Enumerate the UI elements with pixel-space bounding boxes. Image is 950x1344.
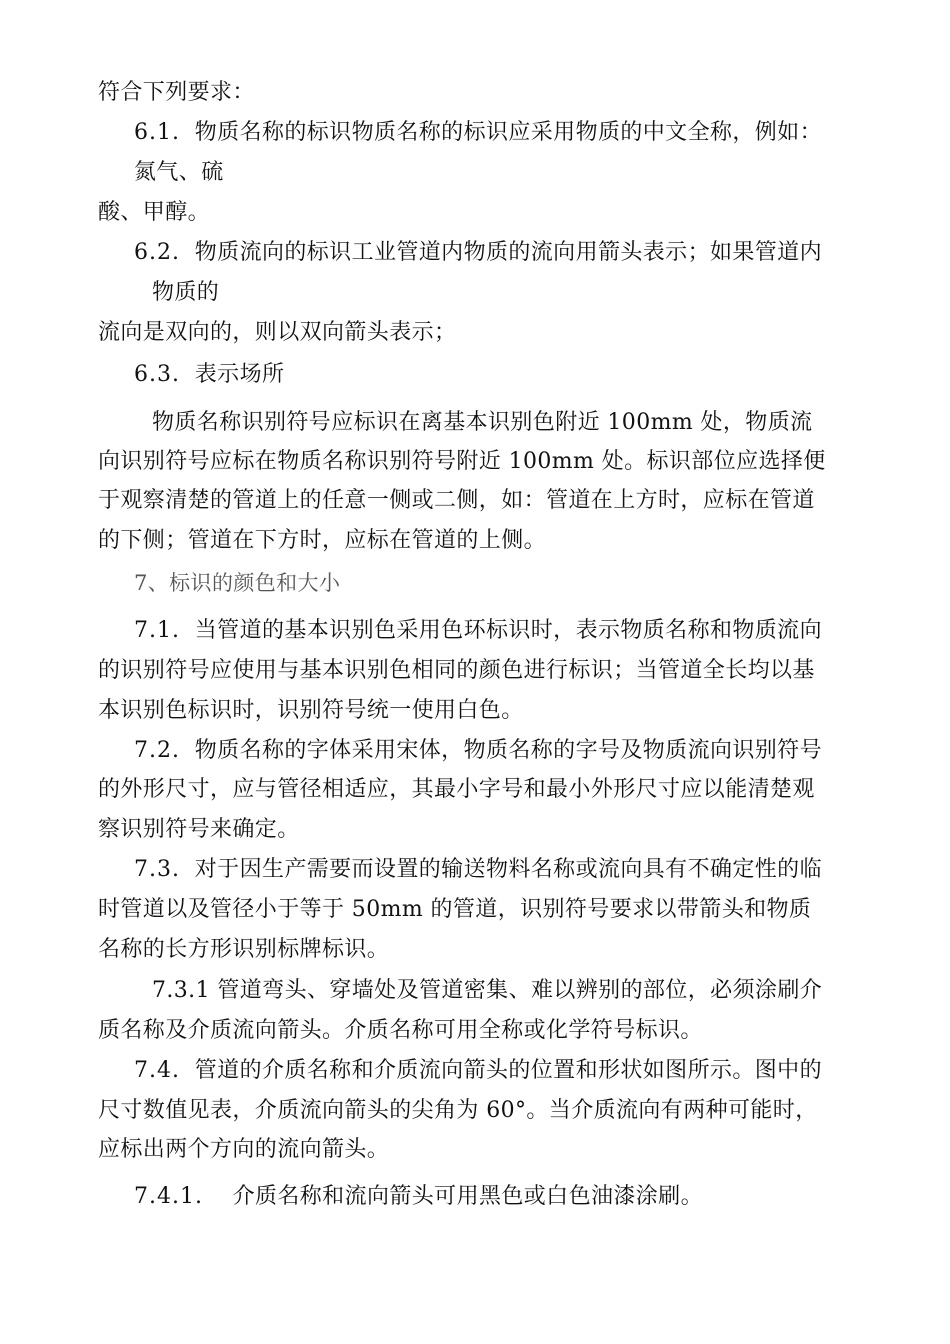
section-number: 6.2. (134, 240, 180, 265)
paragraph-line: 物质名称识别符号应标识在离基本识别色附近 100mm 处，物质流 (152, 410, 813, 435)
section-number: 7.1. (134, 618, 180, 643)
section-number: 7.4.1. (134, 1184, 203, 1209)
section-number: 7.2. (134, 738, 180, 763)
section-number: 6.3. (134, 362, 180, 387)
section-text: 物质名称的标识物质名称的标识应采用物质的中文全称，例如： (194, 120, 822, 145)
paragraph-line: 酸、甲醇。 (98, 200, 211, 225)
section-text: 表示场所 (194, 362, 285, 387)
paragraph-line: 名称的长方形识别标牌标识。 (98, 937, 390, 962)
paragraph-line: 时管道以及管径小于等于 50mm 的管道，识别符号要求以带箭头和物质 (98, 897, 812, 922)
section-6-1 (134, 118, 822, 148)
section-7-3-1: 7.3.1 管道弯头、穿墙处及管道密集、难以辨别的部位，必须涂刷介 (152, 978, 823, 1003)
section-7-3 (134, 855, 822, 885)
section-text: 介质名称和流向箭头可用黑色或白色油漆涂刷。 (232, 1184, 703, 1209)
section-7-1 (134, 616, 822, 646)
paragraph-line: 的下侧；管道在下方时，应标在管道的上侧。 (98, 528, 547, 553)
paragraph-line: 氮气、硫 (134, 160, 224, 185)
paragraph-line: 的外形尺寸，应与管径相适应，其最小字号和最小外形尺寸应以能清楚观 (98, 777, 815, 802)
paragraph-line: 物质的 (152, 280, 220, 305)
paragraph-line: 流向是双向的，则以双向箭头表示； (98, 320, 457, 345)
paragraph-line: 符合下列要求： (98, 80, 255, 105)
paragraph-line: 本识别色标识时，识别符号统一使用白色。 (98, 698, 524, 723)
paragraph-line: 于观察清楚的管道上的任意一侧或二侧，如：管道在上方时，应标在管道 (98, 488, 815, 513)
paragraph-line: 应标出两个方向的流向箭头。 (98, 1137, 390, 1162)
section-7-2 (134, 736, 822, 766)
section-text: 对于因生产需要而设置的输送物料名称或流向具有不确定性的临 (194, 857, 822, 882)
paragraph-line: 尺寸数值见表，介质流向箭头的尖角为 60°。当介质流向有两种可能时， (98, 1098, 818, 1123)
section-text: 管道的介质名称和介质流向箭头的位置和形状如图所示。图中的 (194, 1058, 822, 1083)
paragraph-line: 向识别符号应标在物质名称识别符号附近 100mm 处。标识部位应选择便 (98, 449, 826, 474)
section-number: 7.3. (134, 857, 180, 882)
section-6-2 (134, 238, 822, 268)
section-7-4 (134, 1056, 822, 1086)
section-number: 7.4. (134, 1058, 180, 1083)
section-text: 当管道的基本识别色采用色环标识时，表示物质名称和物质流向 (194, 618, 822, 643)
section-7-4-1 (134, 1182, 703, 1212)
section-text: 物质流向的标识工业管道内物质的流向用箭头表示；如果管道内 (194, 240, 822, 265)
section-heading-7: 7、标识的颜色和大小 (134, 571, 341, 595)
paragraph-line: 察识别符号来确定。 (98, 817, 300, 842)
paragraph-line: 的识别符号应使用与基本识别色相同的颜色进行标识；当管道全长均以基 (98, 658, 815, 683)
section-6-3 (134, 360, 284, 390)
section-number: 6.1. (134, 120, 180, 145)
section-text: 物质名称的字体采用宋体，物质名称的字号及物质流向识别符号 (194, 738, 822, 763)
paragraph-line: 质名称及介质流向箭头。介质名称可用全称或化学符号标识。 (98, 1018, 703, 1043)
